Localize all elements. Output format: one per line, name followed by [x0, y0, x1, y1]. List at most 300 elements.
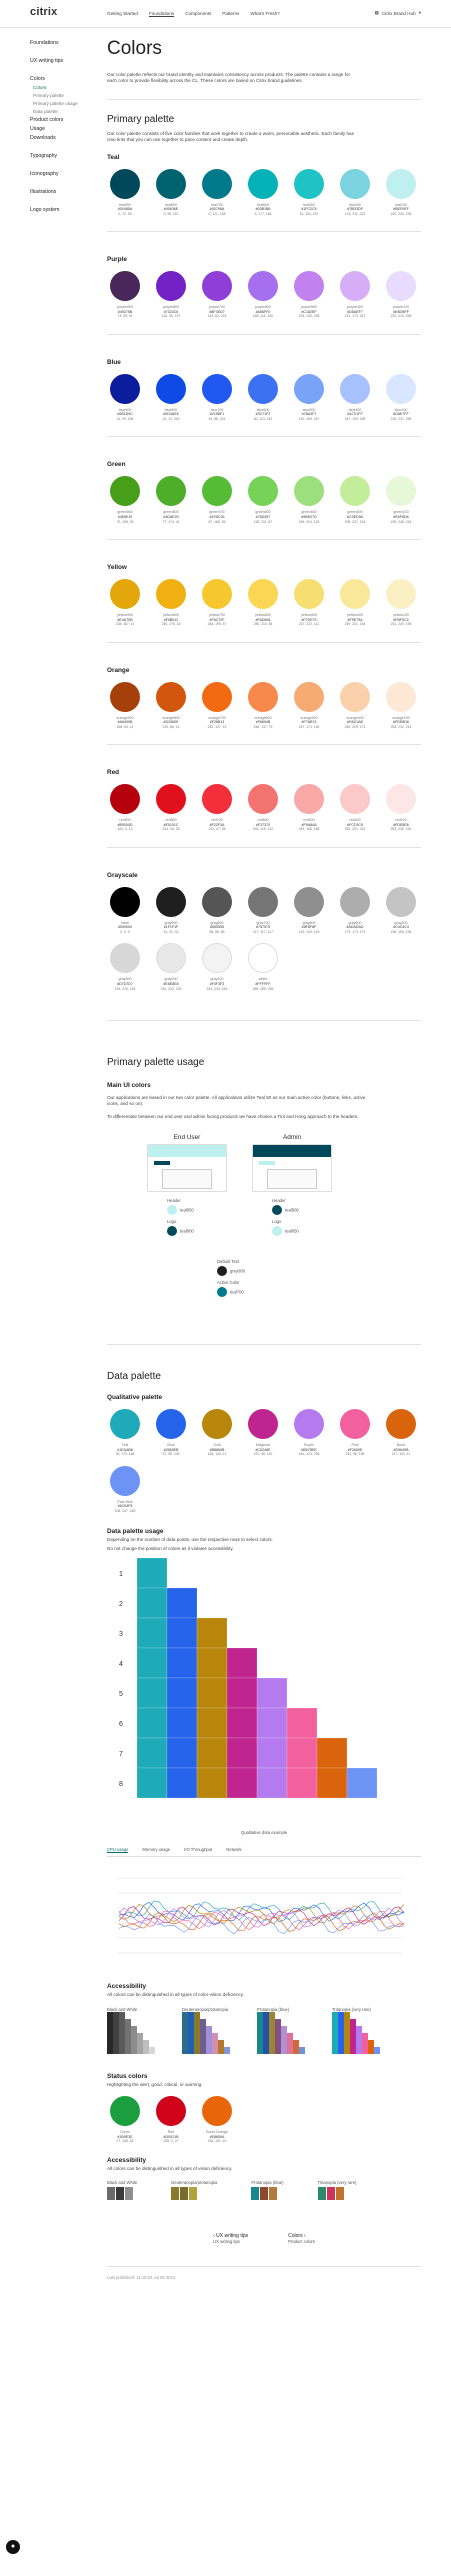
color-hex: #F6C72F [209, 617, 225, 622]
sidebar-item-ux-writing[interactable]: UX writing tips [30, 58, 64, 64]
sample-cell [362, 2033, 368, 2040]
color-rgb: 73, 39, 91 [117, 314, 133, 319]
sample-bar [171, 2187, 179, 2200]
nav-item[interactable]: Patterns [222, 11, 240, 16]
color-swatch [245, 784, 281, 832]
sample-cell [338, 2040, 344, 2047]
color-swatch [153, 682, 189, 730]
color-hex: #F6894B [255, 720, 271, 725]
sidebar-sub-colors[interactable]: Colors [33, 85, 47, 90]
color-rgb: 0, 0, 0 [120, 929, 130, 934]
row-label: 6 [119, 1721, 123, 1729]
color-hex: #C3ED9A [347, 515, 363, 519]
color-swatch [291, 271, 327, 319]
color-circle [294, 476, 324, 506]
sample-cell [287, 2040, 293, 2047]
sidebar-item-colors[interactable]: Colors [30, 76, 45, 82]
color-rgb: 242, 47, 58 [208, 827, 226, 832]
color-swatch [245, 682, 281, 730]
color-swatch [153, 2096, 189, 2144]
color-hex: #F3F3F3 [209, 981, 225, 986]
color-circle [248, 271, 278, 301]
sample-cell [293, 2040, 299, 2047]
sample-cell [113, 2026, 119, 2033]
color-rgb: 232, 219, 255 [390, 314, 412, 319]
color-rgb: 117, 117, 117 [253, 929, 273, 934]
color-hex: #57BC35 [209, 515, 225, 519]
color-rgb: 181, 123, 238 [298, 1452, 320, 1457]
sample-cell [206, 2040, 212, 2047]
palette-section [107, 461, 421, 540]
color-rgb: 195, 237, 154 [344, 519, 366, 524]
color-circle [110, 579, 140, 609]
sample-bar [327, 2187, 335, 2200]
color-swatch [107, 1466, 143, 1514]
color-swatch [383, 682, 419, 730]
sample-cell [182, 2012, 188, 2019]
palette-cell [167, 1678, 197, 1708]
sample-cell [356, 2033, 362, 2040]
color-rgb: 252, 201, 201 [344, 827, 366, 832]
color-hex: #7BD3DF [347, 207, 363, 212]
color-swatch [337, 476, 373, 524]
color-name: Gold [213, 1443, 221, 1448]
color-rgb: 30, 170, 184 [115, 1452, 135, 1457]
color-name: orange700 [208, 715, 226, 720]
color-swatch [245, 1409, 281, 1457]
divider [107, 539, 421, 540]
color-rgb: 253, 232, 214 [390, 724, 412, 729]
color-name: Pale Blue [117, 1499, 133, 1504]
sample-cell [113, 2047, 119, 2054]
color-circle [110, 943, 140, 973]
sidebar-item-logo-system[interactable]: Logo system [30, 207, 60, 213]
color-name: teal900 [119, 202, 131, 207]
sample-cell [263, 2033, 269, 2040]
sample-bars [171, 2185, 201, 2201]
palette-cell [197, 1678, 227, 1708]
sample-cell [107, 2033, 113, 2040]
data-palette-title: Data palette [107, 1371, 161, 1383]
color-name: green700 [209, 510, 225, 515]
palette-cell [227, 1708, 257, 1738]
sample-label: Black and White [107, 2006, 138, 2012]
color-swatch [383, 271, 419, 319]
color-rgb: 123, 211, 223 [344, 211, 366, 216]
sidebar-sub-primary-usage[interactable]: Primary palette usage [33, 101, 78, 106]
color-swatch [245, 271, 281, 319]
color-name: green500 [301, 510, 317, 515]
sample-cell [281, 2040, 287, 2047]
color-name: yellow400 [347, 613, 363, 617]
color-hex: #E8E8E8 [163, 981, 179, 986]
color-rgb: 70, 158, 25 [116, 519, 134, 524]
sidebar-item-illustrations[interactable]: Illustrations [30, 189, 57, 195]
color-hex: #F7AB74 [301, 720, 317, 725]
sample-cell [182, 2040, 188, 2047]
color-name: Blue [167, 1443, 175, 1448]
row-label: 3 [119, 1631, 123, 1639]
sample-cell [257, 2040, 263, 2047]
color-rgb: 249, 231, 154 [344, 622, 366, 627]
swatch-row [107, 169, 421, 226]
color-circle [248, 169, 278, 199]
palette-cell [167, 1588, 197, 1618]
color-swatch [107, 374, 143, 422]
next-link[interactable]: Colors › Product colors [288, 2233, 315, 2244]
sample-cell [338, 2026, 344, 2033]
color-swatch [107, 2096, 143, 2144]
accessibility2-title: Accessibility [107, 2156, 147, 2164]
brand-hub-link[interactable]: ▦ Citrix Brand Hub ▾ [374, 10, 421, 16]
sample-label: Protanopia (blue) [257, 2006, 290, 2012]
sample-cell [344, 2019, 350, 2026]
color-hex: #F37370 [255, 822, 271, 827]
swatch-row [107, 271, 421, 328]
sample-cell [356, 2047, 362, 2054]
color-name: green600 [255, 510, 271, 515]
color-rgb: 228, 167, 11 [115, 622, 135, 627]
sample-cell [263, 2047, 269, 2054]
sample-bar [269, 2187, 277, 2200]
color-hex: #00485A [117, 207, 133, 212]
series-line [119, 1911, 404, 1930]
color-circle [110, 682, 140, 712]
row-label: 4 [119, 1661, 123, 1669]
sample-bar [116, 2187, 124, 2200]
color-name: gray600 [302, 920, 316, 925]
sample-bar [107, 2187, 115, 2200]
color-hex: #6C93F5 [117, 1504, 133, 1509]
palette-name: Green [107, 461, 126, 469]
palette-cell [227, 1648, 257, 1678]
color-name: red900 [119, 818, 131, 823]
sample-bar [189, 2187, 197, 2200]
color-circle [202, 2096, 232, 2126]
palette-section [107, 359, 421, 438]
sample-cell [332, 2026, 338, 2033]
color-rgb: 166, 64, 11 [116, 724, 134, 729]
color-name: gray800 [210, 920, 224, 925]
color-swatch [245, 887, 281, 935]
color-swatch [337, 1409, 373, 1457]
palette-cell [347, 1768, 377, 1798]
color-name: green800 [163, 510, 179, 515]
color-circle [386, 271, 416, 301]
color-swatch [107, 476, 143, 524]
color-rgb: 232, 232, 232 [160, 986, 182, 991]
last-updated: Last published: 11:15:03 Jul 06 2023 [107, 2275, 176, 2280]
color-circle [110, 374, 140, 404]
color-circle [294, 579, 324, 609]
divider [107, 744, 421, 745]
color-circle [202, 476, 232, 506]
color-rgb: 240, 176, 18 [161, 622, 181, 627]
color-hex: #3C71F2 [255, 412, 271, 417]
palette-cell [167, 1708, 197, 1738]
color-hex: #F9E79A [347, 617, 363, 622]
sample-cell [281, 2047, 287, 2054]
color-rgb: 60, 113, 242 [253, 417, 273, 421]
color-swatch [107, 943, 143, 991]
color-circle [202, 682, 232, 712]
color-swatch [199, 271, 235, 319]
color-hex: #FCC9C9 [347, 822, 363, 827]
series-line [119, 1913, 404, 1932]
color-hex: #D7D7D7 [117, 981, 133, 986]
color-name: blue500 [302, 407, 316, 412]
sample-cell [188, 2012, 194, 2019]
sidebar-item-usage[interactable]: Usage [30, 126, 45, 132]
chart-tab[interactable]: I/O Throughput [184, 1847, 213, 1853]
color-hex: #00636E [163, 207, 179, 212]
sample-cell [194, 2012, 200, 2019]
color-swatch [107, 579, 143, 627]
sidebar-item-typography[interactable]: Typography [30, 153, 58, 159]
color-name: teal100 [395, 202, 407, 207]
color-name: orange400 [346, 715, 364, 720]
sidebar-item-product-colors[interactable]: Product colors [30, 117, 64, 123]
sample-bars [318, 2185, 348, 2201]
sidebar-item-downloads[interactable]: Downloads [30, 135, 56, 141]
color-swatch [199, 374, 235, 422]
sidebar [30, 40, 96, 225]
sample-cell [218, 2047, 224, 2054]
color-hex: #A7C1FF [347, 412, 363, 417]
palette-cell [287, 1738, 317, 1768]
nav-item[interactable]: Getting Started [107, 11, 138, 16]
sample-cell [224, 2047, 230, 2054]
sample-cell [119, 2040, 125, 2047]
sample-cell [194, 2047, 200, 2054]
color-swatch [153, 271, 189, 319]
palette-section [107, 769, 421, 848]
palette-cell [167, 1648, 197, 1678]
sample-cell [200, 2026, 206, 2033]
color-hex: #C0248E [255, 1447, 271, 1452]
color-name: yellow700 [209, 613, 225, 617]
color-rgb: 118, 211, 87 [253, 519, 273, 524]
sample-cell [200, 2040, 206, 2047]
color-swatch [291, 682, 327, 730]
palette-name: Teal [107, 153, 120, 161]
sample-cell [107, 2047, 113, 2054]
sample-cell [218, 2040, 224, 2047]
color-name: yellow100 [393, 613, 409, 617]
chevron-down-icon: ▾ [418, 10, 421, 15]
nav-item[interactable]: Foundations [148, 11, 175, 16]
color-circle [294, 887, 324, 917]
chart-tab[interactable]: Memory usage [142, 1847, 171, 1853]
color-rgb: 216, 231, 255 [390, 417, 412, 421]
color-name: Teal [121, 1443, 129, 1448]
sidebar-item-foundations[interactable]: Foundations [30, 40, 59, 46]
color-swatch [199, 1409, 235, 1457]
swatch-row [107, 476, 421, 533]
accessibility-samples [107, 2007, 421, 2059]
color-circle [156, 169, 186, 199]
color-hex: #1EAAB8 [117, 1447, 133, 1452]
sample-bar [251, 2187, 259, 2200]
color-circle [248, 784, 278, 814]
page-intro: Our color palette reflects our brand identity and maintains consistency across products. The palette contains a range for each color to provide flexibility across the CL. These colors are based on Citrix brand guidelines. [107, 72, 351, 84]
color-name: green400 [347, 510, 363, 515]
color-name: blue900 [118, 407, 132, 412]
color-circle [248, 943, 278, 973]
row-label: 5 [119, 1691, 123, 1699]
color-name: orange800 [162, 715, 180, 720]
color-swatch [153, 943, 189, 991]
usage-p2: To differentiate between our end user and admin facing products we have chosen a Tint and Hong approach to the headers. [107, 1113, 359, 1119]
usage-p1: Our applications are based in our two color palette. All applications utilize Teal 50 as our main active color (buttons, links, active icons, and so on). [107, 1094, 366, 1107]
chart-tabs [107, 1847, 421, 1857]
color-circle [386, 476, 416, 506]
color-swatch [383, 374, 419, 422]
color-swatch [153, 887, 189, 935]
color-swatch [153, 784, 189, 832]
color-name: red700 [211, 818, 223, 823]
palette-cell [137, 1648, 167, 1678]
sample-cell [182, 2033, 188, 2040]
sample-cell [287, 2033, 293, 2040]
color-hex: #E8DBFF [393, 309, 409, 314]
sidebar-sub-data[interactable]: Data palette [33, 109, 58, 114]
sample-cell [200, 2019, 206, 2026]
color-rgb: 3, 177, 184 [254, 211, 272, 216]
sample-cell [293, 2047, 299, 2054]
color-name: gray700 [256, 920, 270, 925]
sample-cell [275, 2026, 281, 2033]
sample-cell [344, 2026, 350, 2033]
color-hex: #F7DE70 [301, 617, 317, 622]
sample-cell [131, 2026, 137, 2033]
palette-cell [317, 1768, 347, 1798]
nav-item[interactable]: Components [185, 11, 212, 16]
color-name: blue800 [164, 407, 178, 412]
color-rgb: 184, 134, 11 [207, 1452, 227, 1457]
color-circle [202, 271, 232, 301]
color-swatch [337, 374, 373, 422]
data-palette-staircase [107, 1558, 407, 1828]
color-hex: #2158F1 [209, 412, 225, 417]
sample-cell [350, 2047, 356, 2054]
color-rgb: 213, 174, 247 [344, 314, 366, 319]
color-rgb: 167, 193, 255 [344, 417, 366, 421]
citrix-logo[interactable]: citrix [30, 6, 58, 18]
chat-icon[interactable]: ● [6, 2540, 20, 2554]
ui-mockups [107, 1134, 421, 1344]
color-name: gray400 [394, 920, 408, 925]
divider [107, 1344, 421, 1345]
palette-name: Orange [107, 666, 130, 674]
sample-cell [344, 2040, 350, 2047]
color-name: red600 [257, 818, 269, 823]
sample-cell [275, 2047, 281, 2054]
sample-cell [125, 2026, 131, 2033]
usage-title: Primary palette usage [107, 1056, 205, 1068]
nav-item[interactable]: What's Fresh? [250, 11, 280, 16]
sample-cell [368, 2047, 374, 2054]
sample-cell [125, 2040, 131, 2047]
chart-tab[interactable]: CPU usage [107, 1847, 129, 1853]
swatch-row [107, 887, 421, 1000]
palette-section [107, 872, 421, 1000]
color-swatch [199, 169, 235, 217]
color-rgb: 0, 72, 90 [118, 211, 132, 216]
sample-cell [362, 2040, 368, 2047]
palette-cell [167, 1738, 197, 1768]
color-name: purple800 [163, 305, 179, 310]
sidebar-item-iconography[interactable]: Iconography [30, 171, 59, 177]
sample-cell [344, 2012, 350, 2019]
color-rgb: 210, 86, 14 [162, 724, 180, 729]
sample-cell [206, 2026, 212, 2033]
color-circle [248, 1409, 278, 1439]
color-name: Green [120, 2130, 130, 2134]
sample-cell [143, 2040, 149, 2047]
accessibility2-p: All colors can be distinguished in all types of vision deficiency. [107, 2165, 233, 2171]
color-name: purple500 [301, 305, 317, 310]
color-swatch [107, 784, 143, 832]
color-name: purple100 [393, 305, 409, 310]
color-circle [156, 2096, 186, 2126]
color-circle [340, 476, 370, 506]
sample-cell [269, 2019, 275, 2026]
color-rgb: 243, 243, 243 [206, 986, 228, 991]
color-rgb: 224, 16, 28 [162, 827, 180, 832]
palette-cell [287, 1708, 317, 1738]
accessibility-sample [257, 2007, 312, 2059]
color-swatch [383, 784, 419, 832]
color-circle [340, 169, 370, 199]
sample-cell [137, 2047, 143, 2054]
color-hex: #FDE6E6 [393, 822, 409, 827]
color-swatch [107, 271, 143, 319]
palette-name: Purple [107, 256, 127, 264]
palette-cell [137, 1588, 167, 1618]
sample-cell [119, 2019, 125, 2026]
sample-cell [263, 2019, 269, 2026]
default-text-legend: Default Text grey900 Active Color teal700 [217, 1259, 245, 1297]
sample-cell [188, 2033, 194, 2040]
admin-mockup [252, 1144, 332, 1192]
color-hex: #E0101C [163, 822, 179, 827]
color-hex: #D5AEF7 [347, 309, 363, 314]
color-name: orange600 [254, 715, 272, 720]
color-name: red500 [303, 818, 315, 823]
palette-cell [197, 1648, 227, 1678]
sidebar-sub-primary[interactable]: Primary palette [33, 93, 64, 98]
color-rgb: 143, 143, 143 [298, 929, 320, 934]
prev-link[interactable]: ‹ UX writing tips UX writing tips [213, 2233, 249, 2244]
color-swatch [337, 271, 373, 319]
footer-pager [107, 2233, 421, 2244]
color-swatch [291, 169, 327, 217]
color-name: purple700 [209, 305, 225, 310]
chart-tab[interactable]: Network [226, 1847, 242, 1853]
color-swatch [291, 887, 327, 935]
color-rgb: 230, 248, 216 [390, 519, 412, 524]
sample-cell [188, 2019, 194, 2026]
color-rgb: 192, 36, 142 [253, 1452, 273, 1457]
sample-cell [332, 2047, 338, 2054]
sample-cell [131, 2040, 137, 2047]
color-swatch [199, 682, 235, 730]
palette-cell [137, 1558, 167, 1588]
sample-cell [269, 2040, 275, 2047]
color-hex: #F0B012 [163, 617, 179, 622]
sample-cell [188, 2047, 194, 2054]
